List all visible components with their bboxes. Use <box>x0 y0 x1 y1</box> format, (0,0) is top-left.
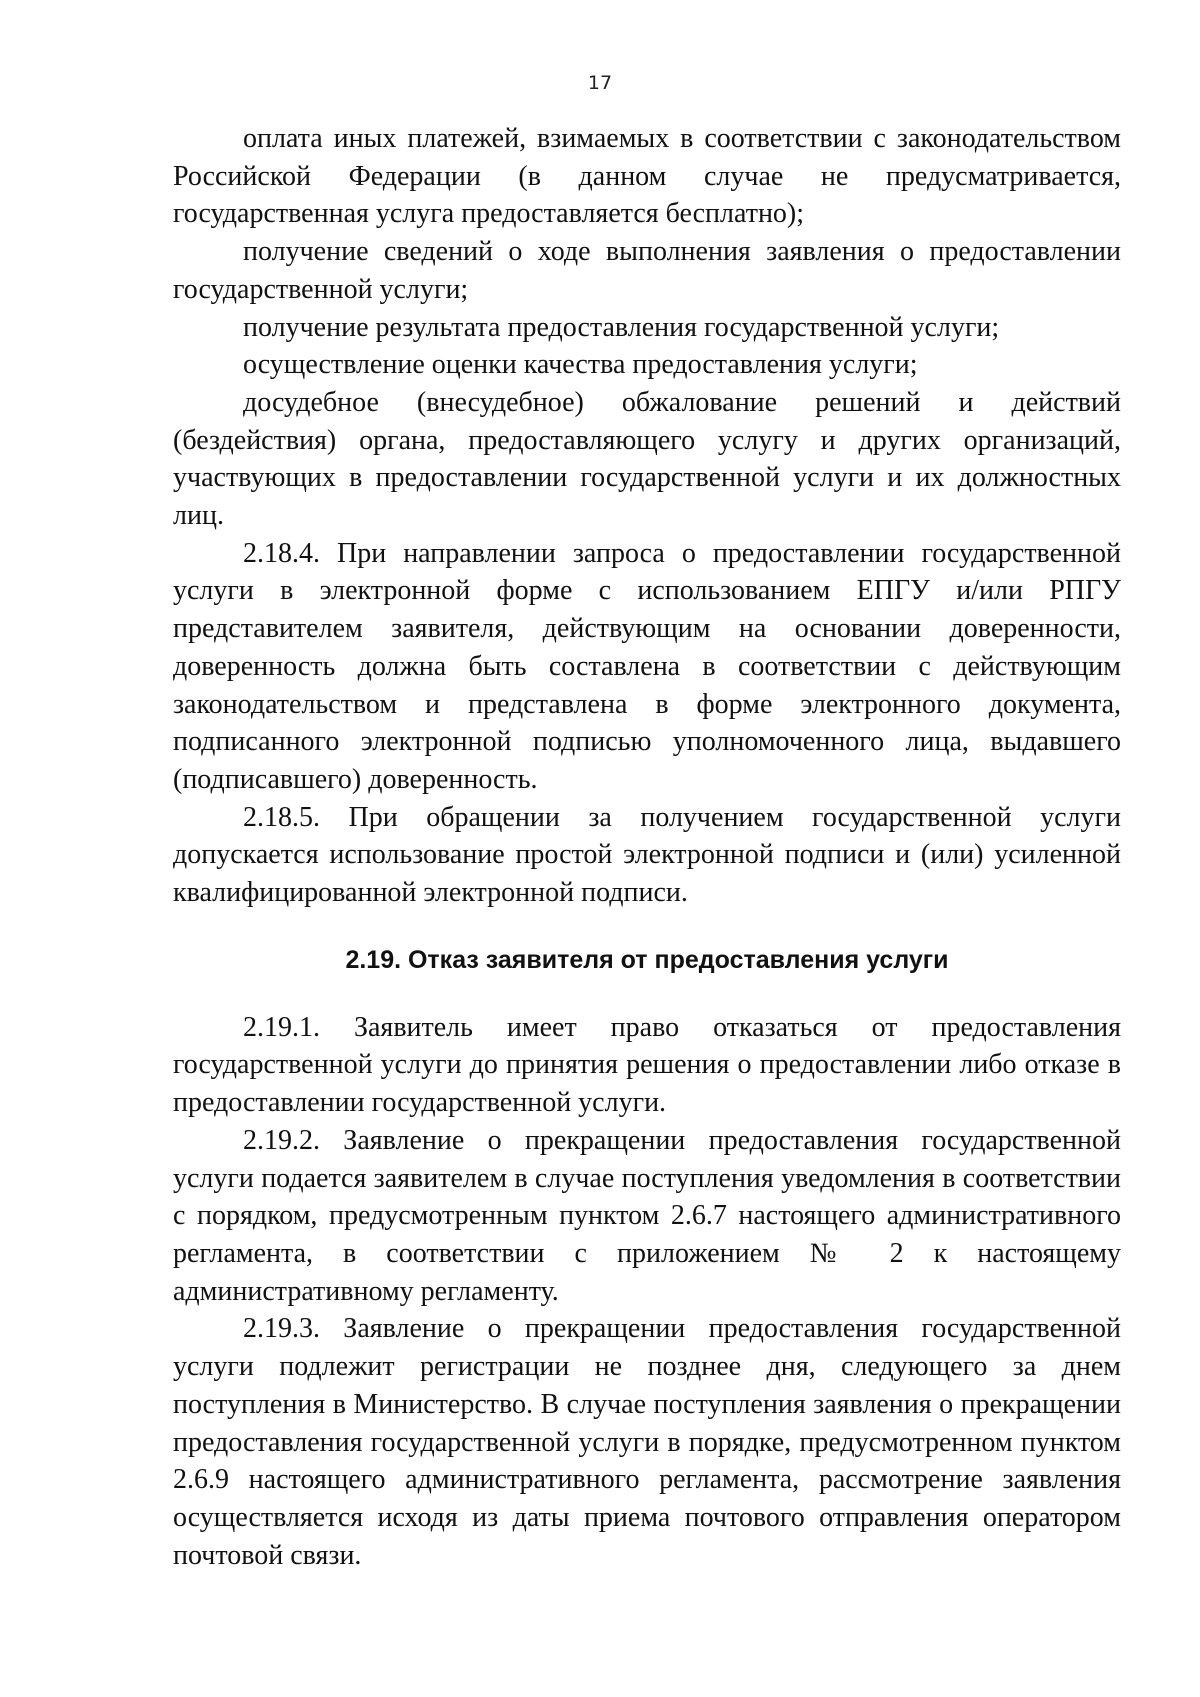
paragraph-2-18-5: 2.18.5. При обращении за получением государственной услуги допускается использование простой электронной подписи и (или) усиленной квалифицированной электронной подписи. <box>173 801 1121 909</box>
section-heading-2-19: 2.19. Отказ заявителя от предоставления услуги <box>345 945 949 974</box>
paragraph-2-18-4: 2.18.4. При направлении запроса о предоставлении государственной услуги в электронной форме с использованием ЕПГУ и/или РПГУ представителем заявителя, действующим на основании доверенности, доверенность должна быть составлена в соответствии с действующим законодательством и представлена в форме электронного документа, подписанного электронной подписью уполномоченного лица, выдавшего (подписавшего) доверенность. <box>173 537 1121 795</box>
paragraph-quality-assessment: осуществление оценки качества предоставления услуги; <box>243 349 918 381</box>
paragraph-result-receipt: получение результата предоставления государственной услуги; <box>243 311 1000 343</box>
paragraph-2-19-2: 2.19.2. Заявление о прекращении предоставления государственной услуги подается заявителем в случае поступления уведомления в соответствии с порядком, предусмотренным пунктом 2.6.7 настоящего административного регламента, в соответствии с приложением № 2 к настоящему административному регламенту. <box>173 1124 1121 1307</box>
paragraph-payment-other-fees: оплата иных платежей, взимаемых в соответствии с законодательством Российской Федерации (в данном случае не предусматривается, государственная услуга предоставляется бесплатно); <box>173 123 1121 230</box>
paragraph-2-19-1: 2.19.1. Заявитель имеет право отказаться от предоставления государственной услуги до принятия решения о предоставлении либо отказе в предоставлении государственной услуги. <box>173 1011 1121 1119</box>
paragraph-pretrial-appeal: досудебное (внесудебное) обжалование решений и действий (бездействия) органа, предоставляющего услугу и других организаций, участвующих в предоставлении государственной услуги и их должностных лиц. <box>173 386 1121 532</box>
page-number: 17 <box>587 72 613 94</box>
paragraph-progress-info: получение сведений о ходе выполнения заявления о предоставлении государственной услуги; <box>173 236 1121 305</box>
document-body <box>173 120 1121 1574</box>
paragraph-2-19-3: 2.19.3. Заявление о прекращении предоставления государственной услуги подлежит регистрации не позднее дня, следующего за днем поступления в Министерство. В случае поступления заявления о прекращении предоставления государственной услуги в порядке, предусмотренном пунктом 2.6.9 настоящего административного регламента, рассмотрение заявления осуществляется исходя из даты приема почтового отправления оператором почтовой связи. <box>173 1313 1121 1571</box>
